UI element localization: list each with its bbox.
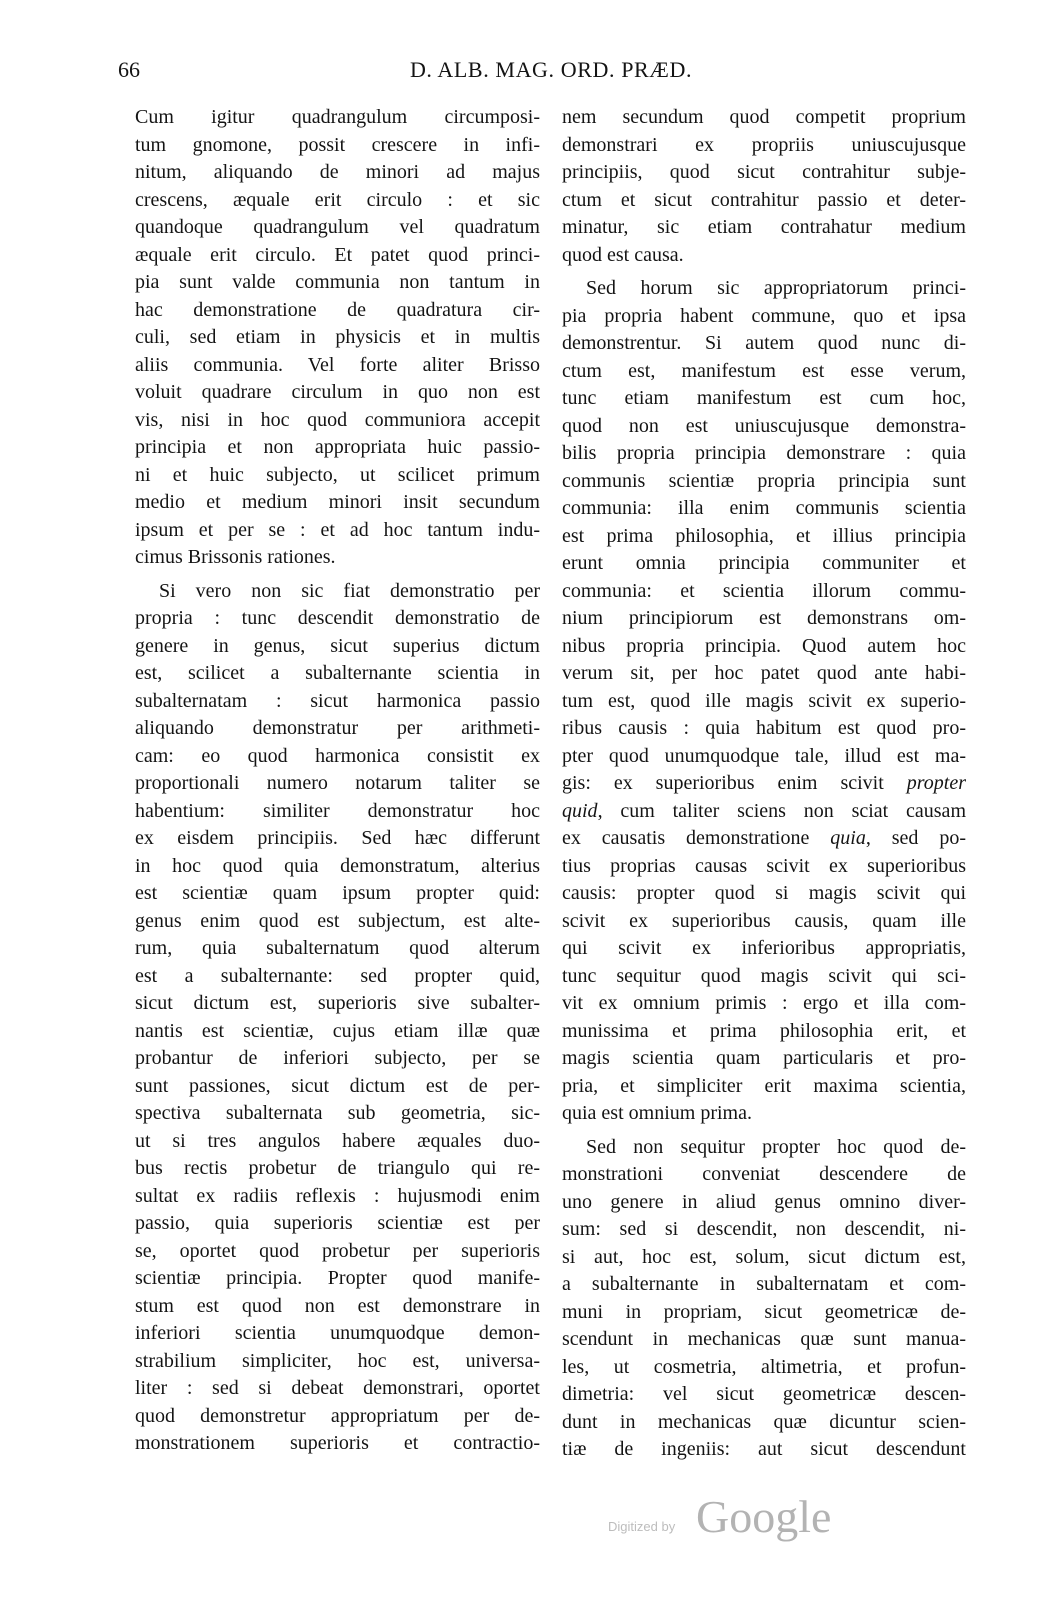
text-line: Si vero non sic fiat demonstratio per bbox=[159, 579, 540, 602]
google-logo: Google bbox=[696, 1491, 832, 1542]
text-line: ni et huic subjecto, ut scilicet primum bbox=[135, 463, 540, 486]
text-line: crescens, æquale erit circulo : et sic bbox=[135, 188, 540, 211]
italic-term: quid bbox=[562, 799, 598, 822]
text-line: scientiæ principia. Propter quod manife- bbox=[135, 1267, 540, 1289]
text-line: Sed horum sic appropriatorum princi- bbox=[586, 277, 966, 299]
text-line: quandoque quadrangulum vel quadratum bbox=[135, 216, 540, 238]
paragraph bbox=[562, 275, 966, 1128]
text-line: demonstrentur. Si autem quod nunc di- bbox=[562, 332, 966, 354]
left-column bbox=[135, 104, 540, 1458]
right-column bbox=[562, 104, 966, 1464]
text-line: sicut dictum est, superioris sive subalter- bbox=[135, 992, 540, 1014]
text-line: genus enim quod est subjectum, est alte- bbox=[135, 909, 540, 932]
text-line: stum est quod non est demonstrare in bbox=[135, 1294, 540, 1317]
text-line: scendunt in mechanicas quæ sunt manua- bbox=[562, 1328, 966, 1350]
text-line: magis scientia quam particularis et pro- bbox=[562, 1047, 966, 1069]
text-line: proportionali numero notarum taliter se bbox=[135, 772, 540, 794]
text-line: dunt in mechanicas quæ dicuntur scien- bbox=[562, 1410, 966, 1433]
text-line: ipsum et per se : et ad hoc tantum indu- bbox=[135, 518, 540, 541]
text-line: sum: sed si descendit, non descendit, ni- bbox=[562, 1218, 966, 1240]
text-line: pia sunt valde communia non tantum in bbox=[135, 271, 540, 293]
text-line: cam: eo quod harmonica consistit ex bbox=[135, 744, 540, 767]
text-line: subalternatam : sicut harmonica passio bbox=[135, 689, 540, 712]
text-line: rum, quia subalternatum quod alterum bbox=[135, 937, 540, 959]
text-line: probantur de inferiori subjecto, per se bbox=[135, 1047, 540, 1069]
text-run: , cum taliter sciens non sciat causam bbox=[597, 799, 966, 822]
paragraph bbox=[135, 104, 540, 572]
text-line: est prima philosophia, et illius principia bbox=[562, 524, 966, 547]
running-title: D. ALB. MAG. ORD. PRÆD. bbox=[409, 57, 693, 82]
text-line: munissima et prima philosophia erit, et bbox=[562, 1019, 966, 1042]
text-line: spectiva subalternata sub geometria, sic- bbox=[135, 1102, 540, 1124]
text-line: ribus causis : quia habitum est quod pro- bbox=[562, 717, 966, 739]
text-line: demonstrari ex propriis uniuscujusque bbox=[562, 133, 966, 156]
text-line: principiis, quod sicut contrahitur subje- bbox=[562, 161, 966, 183]
text-line: ctum est, manifestum est esse verum, bbox=[562, 359, 966, 382]
italic-term: propter bbox=[906, 772, 966, 794]
text-line: Cum igitur quadrangulum circumposi- bbox=[135, 106, 540, 128]
text-line: ut si tres angulos habere æquales duo- bbox=[135, 1129, 540, 1152]
text-line: hac demonstratione de quadratura cir- bbox=[135, 298, 540, 321]
text-line: nium principiorum est demonstrans om- bbox=[562, 607, 966, 629]
text-line: bus rectis probetur de triangulo qui re- bbox=[135, 1157, 540, 1179]
italic-term: quia bbox=[830, 827, 866, 849]
text-line: sultat ex radiis reflexis : hujusmodi enim bbox=[135, 1184, 540, 1207]
text-line: les, ut cosmetria, altimetria, et profun- bbox=[562, 1355, 966, 1378]
text-line: est a subalternante: sed propter quid, bbox=[135, 964, 540, 987]
text-line: pia propria habent commune, quo et ipsa bbox=[562, 304, 966, 327]
text-line: uno genere in aliud genus omnino diver- bbox=[562, 1190, 966, 1213]
text-line: æquale erit circulo. Et patet quod princi- bbox=[135, 243, 540, 266]
text-line: nibus propria principia. Quod autem hoc bbox=[562, 634, 966, 657]
text-line: sunt passiones, sicut dictum est de per- bbox=[135, 1074, 540, 1097]
text-line bbox=[562, 825, 966, 853]
text-line: nem secundum quod competit proprium bbox=[562, 106, 966, 128]
text-line: monstrationi conveniat descendere de bbox=[562, 1163, 966, 1185]
text-line: medio et medium minori insit secundum bbox=[135, 491, 540, 513]
text-line: quia est omnium prima. bbox=[562, 1102, 752, 1124]
text-run: gis: ex superioribus enim scivit bbox=[562, 772, 907, 794]
text-line: vis, nisi in hoc quod communiora accepit bbox=[135, 408, 540, 431]
text-line: bilis propria principia demonstrare : quia bbox=[562, 442, 966, 464]
text-line: propria : tunc descendit demonstratio de bbox=[135, 607, 540, 629]
text-line: tunc etiam manifestum est cum hoc, bbox=[562, 387, 966, 409]
text-line: strabilium simpliciter, hoc est, universa- bbox=[135, 1349, 540, 1372]
text-line: tum est, quod ille magis scivit ex superio- bbox=[562, 689, 966, 712]
text-run: ex causatis demonstratione bbox=[562, 827, 831, 849]
text-line: nitum, aliquando de minori ad majus bbox=[135, 161, 540, 183]
text-line: monstrationem superioris et contractio- bbox=[135, 1432, 540, 1454]
text-line: qui scivit ex inferioribus appropriatis, bbox=[562, 937, 966, 959]
text-line: inferiori scientia unumquodque demon- bbox=[135, 1322, 540, 1344]
text-line: quod est causa. bbox=[562, 243, 684, 266]
paragraph bbox=[562, 104, 966, 269]
text-line: passio, quia superioris scientiæ est per bbox=[135, 1212, 540, 1234]
text-line: pria, et simpliciter erit maxima scientia, bbox=[562, 1074, 966, 1097]
text-line: principia et non appropriata huic passio- bbox=[135, 436, 540, 458]
text-line: pter quod unumquodque tale, illud est ma- bbox=[562, 744, 966, 767]
text-line: tunc sequitur quod magis scivit qui sci- bbox=[562, 964, 966, 987]
text-line: communia: et scientia illorum commu- bbox=[562, 579, 966, 602]
text-line: genere in genus, sicut superius dictum bbox=[135, 634, 540, 657]
text-line: tiæ de ingeniis: aut sicut descendunt bbox=[562, 1438, 966, 1460]
text-line: si aut, hoc est, solum, sicut dictum est, bbox=[562, 1245, 966, 1268]
text-line: est, scilicet a subalternante scientia in bbox=[135, 662, 540, 684]
text-line: liter : sed si debeat demonstrari, oportet bbox=[135, 1377, 540, 1399]
paragraph bbox=[135, 578, 540, 1458]
text-line: cimus Brissonis rationes. bbox=[135, 546, 336, 568]
text-line: voluit quadrare circulum in quo non est bbox=[135, 381, 540, 403]
paragraph bbox=[562, 1134, 966, 1464]
page-number: 66 bbox=[118, 57, 140, 82]
text-line: a subalternante in subalternatam et com- bbox=[562, 1273, 966, 1295]
text-line: se, oportet quod probetur per superioris bbox=[135, 1239, 540, 1262]
text-line: in hoc quod quia demonstratum, alterius bbox=[135, 854, 540, 877]
text-line: culi, sed etiam in physicis et in multis bbox=[135, 326, 540, 348]
text-line: Sed non sequitur propter hoc quod de- bbox=[586, 1135, 966, 1158]
text-line: muni in propriam, sicut geometricæ de- bbox=[562, 1300, 966, 1323]
text-line: communia: illa enim communis scientia bbox=[562, 497, 966, 519]
text-line: ctum et sicut contrahitur passio et deter- bbox=[562, 188, 966, 211]
text-line: nantis est scientiæ, cujus etiam illæ quæ bbox=[135, 1019, 540, 1042]
text-line: tum gnomone, possit crescere in infi- bbox=[135, 133, 540, 156]
text-line: ex eisdem principiis. Sed hæc differunt bbox=[135, 827, 540, 849]
text-line bbox=[562, 798, 966, 826]
text-line: minatur, sic etiam contrahatur medium bbox=[562, 216, 966, 238]
text-line: causis: propter quod si magis scivit qui bbox=[562, 882, 966, 904]
text-run: , sed po- bbox=[865, 827, 966, 849]
text-line: est scientiæ quam ipsum propter quid: bbox=[135, 882, 540, 904]
text-line: verum sit, per hoc patet quod ante habi- bbox=[562, 662, 966, 684]
text-line bbox=[562, 770, 966, 798]
text-line: scivit ex superioribus causis, quam ille bbox=[562, 909, 966, 932]
text-line: communis scientiæ propria principia sunt bbox=[562, 469, 966, 492]
text-line: tius proprias causas scivit ex superioribus bbox=[562, 854, 966, 877]
digitized-by-label: Digitized by bbox=[608, 1519, 676, 1534]
text-line: vit ex omnium primis : ergo et illa com- bbox=[562, 992, 966, 1014]
text-line: quod non est uniuscujusque demonstra- bbox=[562, 414, 966, 437]
text-line: aliquando demonstratur per arithmeti- bbox=[135, 717, 540, 739]
text-line: aliis communia. Vel forte aliter Brisso bbox=[135, 353, 540, 376]
text-line: dimetria: vel sicut geometricæ descen- bbox=[562, 1383, 966, 1405]
text-line: quod demonstretur appropriatum per de- bbox=[135, 1404, 540, 1427]
text-line: erunt omnia principia communiter et bbox=[562, 552, 966, 574]
text-line: habentium: similiter demonstratur hoc bbox=[135, 799, 540, 822]
